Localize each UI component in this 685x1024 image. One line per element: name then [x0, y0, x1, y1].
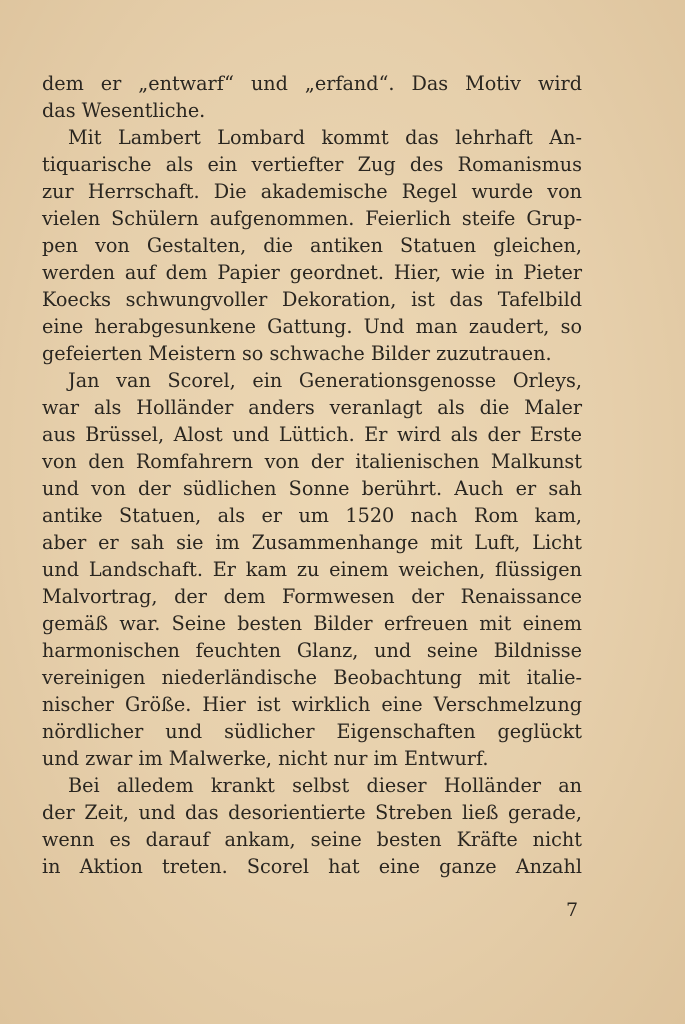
text-line: Koecks schwungvoller Dekoration, ist das Tafelbild — [42, 288, 582, 311]
text-line: das Wesentliche. — [42, 99, 206, 122]
paragraph — [42, 772, 582, 880]
text-line: eine herabgesunkene Gattung. Und man zaudert, so — [42, 315, 582, 338]
text-line: von den Romfahrern von der italienischen Malkunst — [42, 450, 582, 473]
text-line: harmonischen feuchten Glanz, und seine Bildnisse — [42, 639, 582, 662]
text-line: nördlicher und südlicher Eigenschaften geglückt — [42, 720, 582, 743]
text-line: Mit Lambert Lombard kommt das lehrhaft An- — [68, 126, 582, 149]
text-line: vielen Schülern aufgenommen. Feierlich steife Grup- — [42, 207, 582, 230]
text-line: vereinigen niederländische Beobachtung mit italie- — [42, 666, 582, 689]
text-line: und von der südlichen Sonne berührt. Auch er sah — [42, 477, 582, 500]
text-line: und Landschaft. Er kam zu einem weichen, flüssigen — [42, 558, 582, 581]
text-line: aber er sah sie im Zusammenhange mit Luft, Licht — [42, 531, 582, 554]
text-line: der Zeit, und das desorientierte Streben ließ gerade, — [42, 801, 582, 824]
text-line: tiquarische als ein vertiefter Zug des Romanismus — [42, 153, 582, 176]
text-line: wenn es darauf ankam, seine besten Kräfte nicht — [42, 828, 582, 851]
text-line: und zwar im Malwerke, nicht nur im Entwurf. — [42, 747, 489, 770]
text-line: pen von Gestalten, die antiken Statuen gleichen, — [42, 234, 582, 257]
text-line: gefeierten Meistern so schwache Bilder zuzutrauen. — [42, 342, 552, 365]
text-line: Bei alledem krankt selbst dieser Holländer an — [68, 774, 582, 797]
body-text — [42, 70, 582, 880]
text-line: werden auf dem Papier geordnet. Hier, wie in Pieter — [42, 261, 582, 284]
text-line: antike Statuen, als er um 1520 nach Rom kam, — [42, 504, 582, 527]
paragraph — [42, 70, 582, 124]
text-line: war als Holländer anders veranlagt als die Maler — [42, 396, 582, 419]
paragraph — [42, 367, 582, 772]
page-number: 7 — [566, 899, 579, 921]
text-line: in Aktion treten. Scorel hat eine ganze Anzahl — [42, 855, 582, 878]
text-line: aus Brüssel, Alost und Lüttich. Er wird als der Erste — [42, 423, 582, 446]
text-line: Malvortrag, der dem Formwesen der Renaissance — [42, 585, 582, 608]
text-line: zur Herrschaft. Die akademische Regel wurde von — [42, 180, 582, 203]
text-line: Jan van Scorel, ein Generationsgenosse Orleys, — [68, 369, 582, 392]
text-line: nischer Größe. Hier ist wirklich eine Verschmelzung — [42, 693, 582, 716]
text-line: dem er „entwarf“ und „erfand“. Das Motiv wird — [42, 72, 582, 95]
text-line: gemäß war. Seine besten Bilder erfreuen mit einem — [42, 612, 582, 635]
paragraph — [42, 124, 582, 367]
